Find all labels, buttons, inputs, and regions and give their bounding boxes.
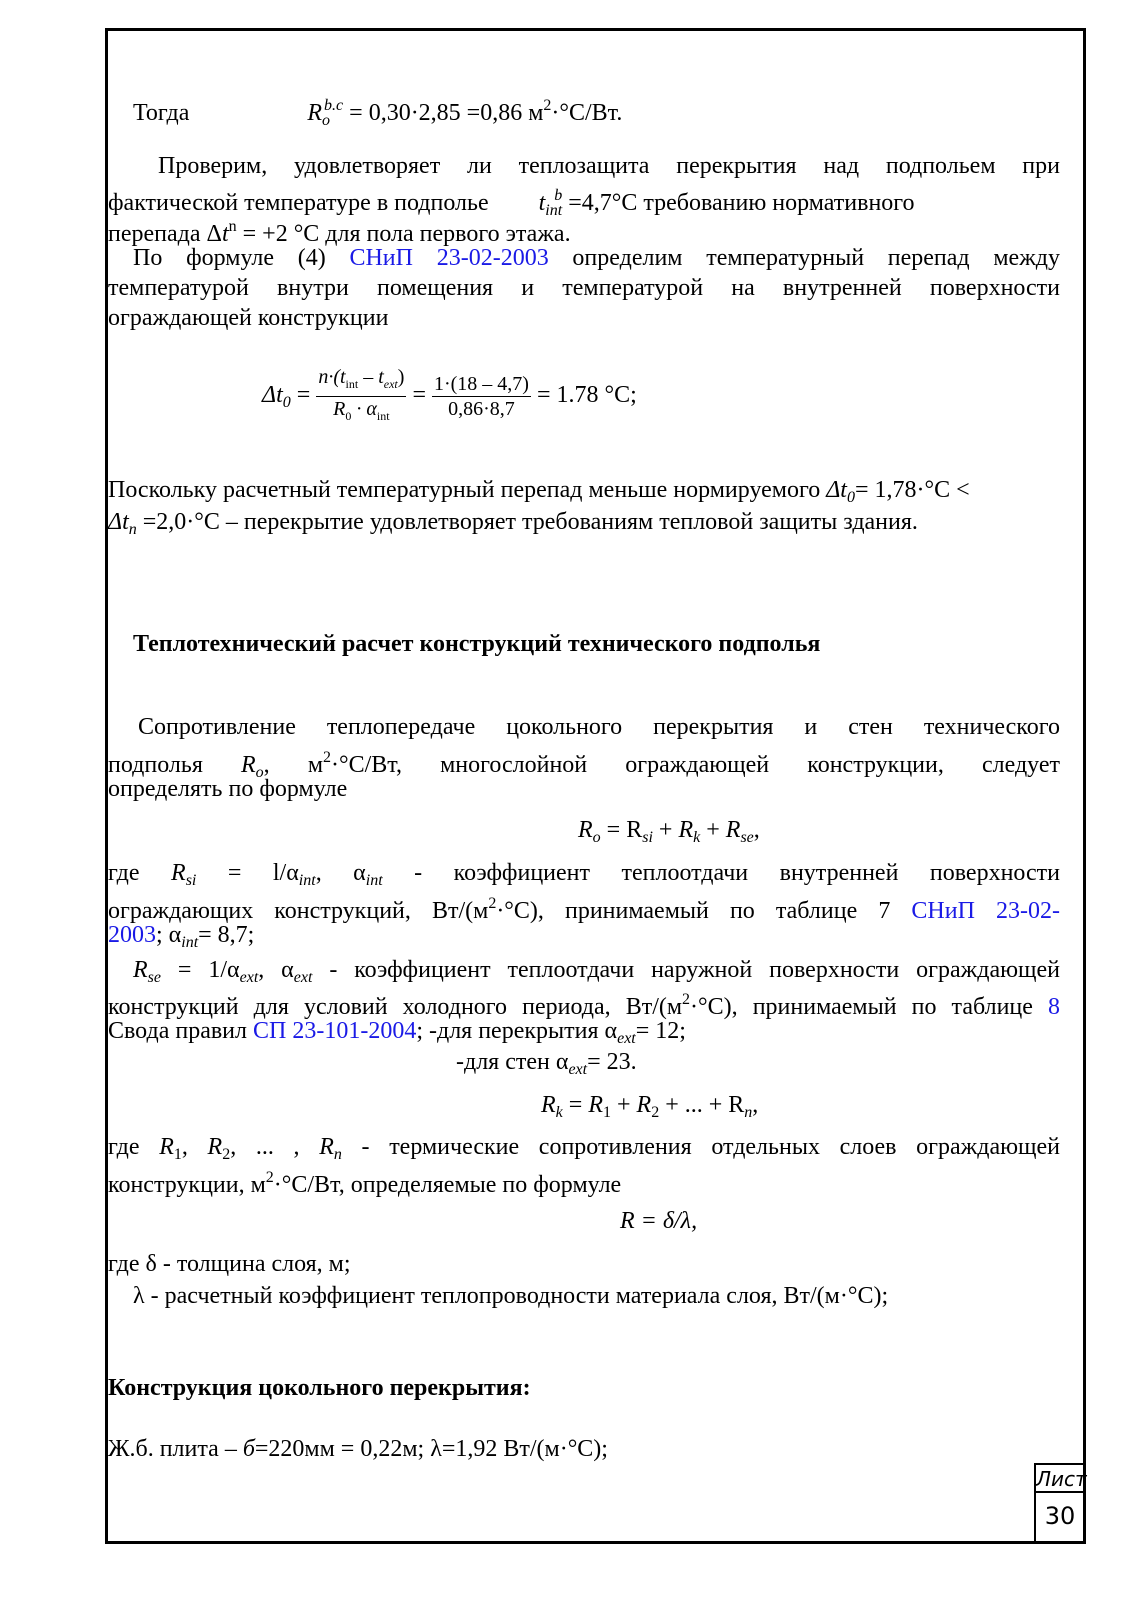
p6-line4: -для стен $\alpha_{ext}= 23$.: [456, 1049, 637, 1078]
p1-line1: Проверим, удовлетворяет ли теплозащита перекрытия над подпольем при: [158, 153, 1060, 179]
delta-t0-formula: $\Delta t_0$ = $\frac{n\cdot(t_{int} - t_{ext})}{R_0 \cdot \alpha_{int}}$ = $\frac{1\cdot(18 - 4,7)}{0,86\cdot 8,7}$ = 1.78 °С;: [262, 365, 637, 428]
rk-sum-equation: $R_k = R_1 + R_2$ + ... + $R_n$,: [541, 1092, 759, 1121]
ro-sum-equation: $R_o = R_{si} + R_k + R_{se}$,: [578, 817, 760, 846]
p2-line1: По формуле (4) СНиП 23-02-2003 определим температурный перепад между: [133, 245, 1061, 271]
snip-link-2[interactable]: СНиП 23-02-: [911, 898, 1061, 924]
p8-line2: λ - расчетный коэффициент теплопроводности материала слоя, Вт/(м·°С);: [133, 1283, 889, 1309]
p2-line2: температурой внутри помещения и температурой на внутренней поверхности: [108, 275, 1060, 301]
p5-line2: ограждающих конструкций, $Вт/(м^2\cdot^\circ С)$, принимаемый по таблице 7 СНиП 23-02-: [108, 895, 1061, 924]
p7-line1: где $R_1$, $R_2$, ... , $R_n$ - термические сопротивления отдельных слоев ограждающей: [108, 1134, 1061, 1163]
snip-link-2-cont[interactable]: 2003: [108, 922, 156, 948]
p5-line3: 2003; $\alpha_{int}= 8,7$;: [108, 922, 255, 951]
sheet-label: Лист: [1034, 1463, 1084, 1493]
p6-line3: Свода правил СП 23-101-2004; -для перекрытия $\alpha_{ext}= 12$;: [108, 1018, 686, 1047]
snip-link[interactable]: СНиП 23-02-2003: [349, 245, 549, 271]
p6-line2: конструкций для условий холодного периода, $Вт/(м^2\cdot^\circ С)$, принимаемый по таблице 8: [108, 991, 1060, 1020]
p1-line3: перепада $\Delta t^n = +2$ °С для пола первого этажа.: [108, 218, 571, 247]
p2-line3: ограждающей конструкции: [108, 305, 389, 331]
p1-line2: фактической температуре в подполье $t_{int}^b =4,7^\circ С$ требованию нормативного: [108, 187, 915, 219]
section-heading-podpolye: Теплотехнический расчет конструкций технического подполья: [133, 631, 821, 657]
p3-line2: $\Delta t_n =2,0\cdot^\circ С$ – перекрытие удовлетворяет требованиям тепловой защиты здания.: [108, 509, 918, 538]
sp-link[interactable]: СП 23-101-2004: [253, 1018, 417, 1044]
p8-line1: где δ - толщина слоя, м;: [108, 1251, 351, 1277]
fraction-numeric: $\frac{1\cdot(18 - 4,7)}{0,86\cdot 8,7}$: [433, 373, 529, 420]
section-heading-perekrytie: Конструкция цокольного перекрытия:: [108, 1375, 531, 1401]
p9-line1: Ж.б. плита – б=220мм = 0,22м; λ=1,92 Вт/(м·°С);: [108, 1436, 608, 1462]
r-equation: R = δ/λ,: [620, 1208, 698, 1234]
ro-bc-line: Тогда $R_o^{b.c} = 0,30\cdot 2,85 =0,86$ $м^2\cdot^\circ С/Вт$.: [133, 97, 623, 129]
p5-line1: где $R_{si} = l/\alpha_{int}$, $\alpha_{int}$ - коэффициент теплоотдачи внутренней поверхности: [108, 860, 1061, 889]
fraction-symbolic: $\frac{n\cdot(t_{int} - t_{ext})}{R_0 \cdot \alpha_{int}}$: [318, 366, 405, 423]
table-8-link[interactable]: 8: [1048, 994, 1060, 1020]
p4-line3: определять по формуле: [108, 776, 348, 802]
p4-line1: Сопротивление теплопередаче цокольного перекрытия и стен технического: [138, 714, 1060, 740]
sheet-number: 30: [1034, 1493, 1084, 1541]
p3-line1: Поскольку расчетный температурный перепад меньше нормируемого $\Delta t_0= 1,78\cdot^\circ С$ <: [108, 477, 970, 506]
p6-line1: $R_{se} = 1/\alpha_{ext}$, $\alpha_{ext}$ - коэффициент теплоотдачи наружной поверхности ограждающей: [133, 957, 1061, 986]
p7-line2: конструкции, $м^2\cdot^\circ С/Вт$, определяемые по формуле: [108, 1169, 622, 1198]
p4-line2: подполья $R_o$, $м^2\cdot^\circ С/Вт$, многослойной ограждающей конструкции, следует: [108, 749, 1060, 781]
